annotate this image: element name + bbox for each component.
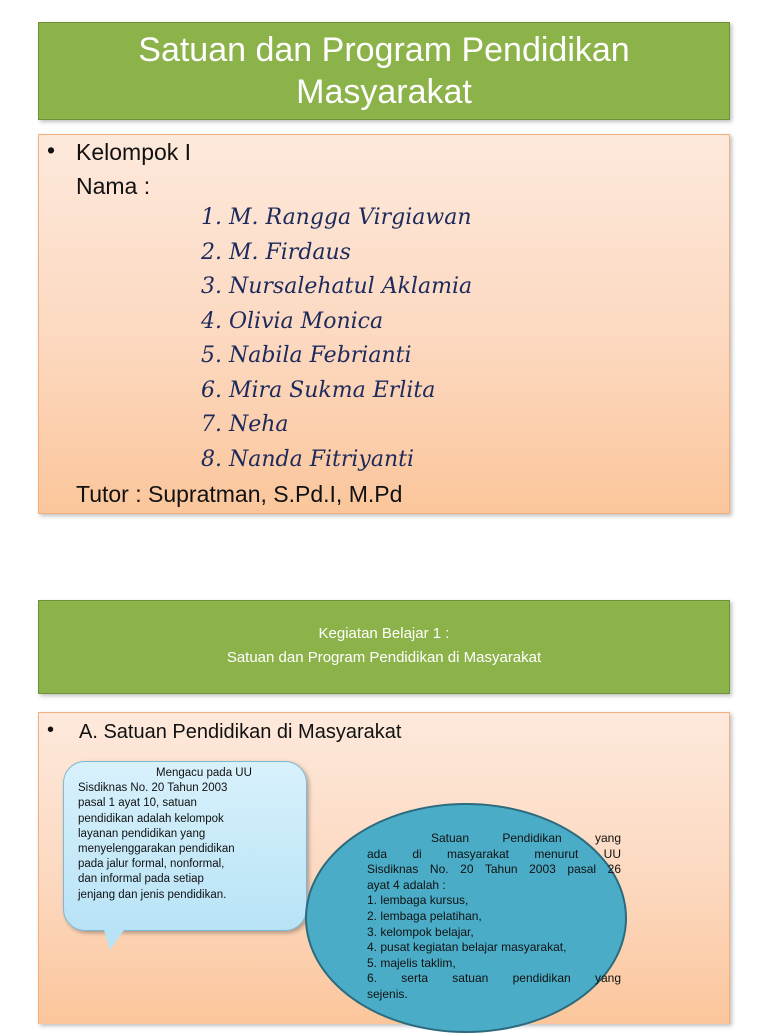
callout-line: dan informal pada setiap bbox=[78, 873, 204, 886]
group-label: Kelompok I bbox=[76, 139, 192, 165]
member-item: 4. Olivia Monica bbox=[201, 308, 384, 334]
callout-line: pasal 1 ayat 10, satuan bbox=[78, 797, 197, 810]
slide1-content-box bbox=[38, 134, 730, 514]
bullet-dot: • bbox=[47, 137, 56, 163]
units-ellipse-text bbox=[367, 831, 621, 1003]
member-item: 6. Mira Sukma Erlita bbox=[201, 377, 436, 403]
callout-line: menyelenggarakan pendidikan bbox=[78, 843, 235, 856]
units-list-item: 1. lembaga kursus, bbox=[367, 893, 469, 908]
ellipse-intro-line: Sisdiknas No. 20 Tahun 2003 pasal 26 bbox=[367, 862, 621, 877]
slide1-title-line1: Satuan dan Program Pendidikan bbox=[138, 31, 630, 69]
member-item: 8. Nanda Fitriyanti bbox=[201, 446, 414, 472]
ellipse-intro-line: ada di masyarakat menurut UU bbox=[367, 846, 621, 861]
ellipse-intro-line: ayat 4 adalah : bbox=[367, 877, 446, 892]
callout-line: Sisdiknas No. 20 Tahun 2003 bbox=[78, 782, 228, 795]
member-item: 7. Neha bbox=[201, 412, 289, 437]
callout-tail bbox=[104, 930, 124, 950]
member-item: 2. M. Firdaus bbox=[201, 239, 351, 265]
slide1-title-line2: Masyarakat bbox=[296, 73, 472, 111]
definition-callout bbox=[63, 761, 307, 931]
slide2-title-box bbox=[38, 600, 730, 694]
slide2-title-line2: Satuan dan Program Pendidikan di Masyarakat bbox=[226, 649, 542, 666]
name-label: Nama : bbox=[76, 173, 151, 199]
slide2-title-line1: Kegiatan Belajar 1 : bbox=[318, 625, 450, 642]
units-list-item: 5. majelis taklim, bbox=[367, 955, 456, 970]
member-item: 5. Nabila Febrianti bbox=[201, 343, 412, 368]
tutor-label: Tutor : Supratman, S.Pd.I, M.Pd bbox=[76, 481, 403, 507]
callout-line: Mengacu pada UU bbox=[156, 767, 252, 779]
ellipse-intro-line: Satuan Pendidikan yang bbox=[431, 831, 621, 845]
slide2-content-box bbox=[38, 712, 730, 1024]
callout-line: pendidikan adalah kelompok bbox=[78, 812, 224, 825]
units-list-item: sejenis. bbox=[367, 986, 408, 1001]
units-list-item: 3. kelompok belajar, bbox=[367, 924, 474, 939]
callout-line: pada jalur formal, nonformal, bbox=[78, 858, 225, 871]
member-list bbox=[201, 201, 472, 477]
section-heading: A. Satuan Pendidikan di Masyarakat bbox=[79, 721, 402, 743]
callout-line: jenjang dan jenis pendidikan. bbox=[78, 888, 227, 901]
units-list-item: 4. pusat kegiatan belajar masyarakat, bbox=[367, 940, 567, 955]
callout-line: layanan pendidikan yang bbox=[78, 827, 206, 840]
member-item: 3. Nursalehatul Aklamia bbox=[201, 274, 473, 299]
units-list-item: 6. serta satuan pendidikan yang bbox=[367, 971, 621, 986]
units-list bbox=[367, 893, 621, 1002]
bullet-dot: • bbox=[47, 719, 55, 741]
units-list-item: 2. lembaga pelatihan, bbox=[367, 908, 482, 923]
slide1-title-box bbox=[38, 22, 730, 120]
member-item: 1. M. Rangga Virgiawan bbox=[201, 205, 472, 230]
